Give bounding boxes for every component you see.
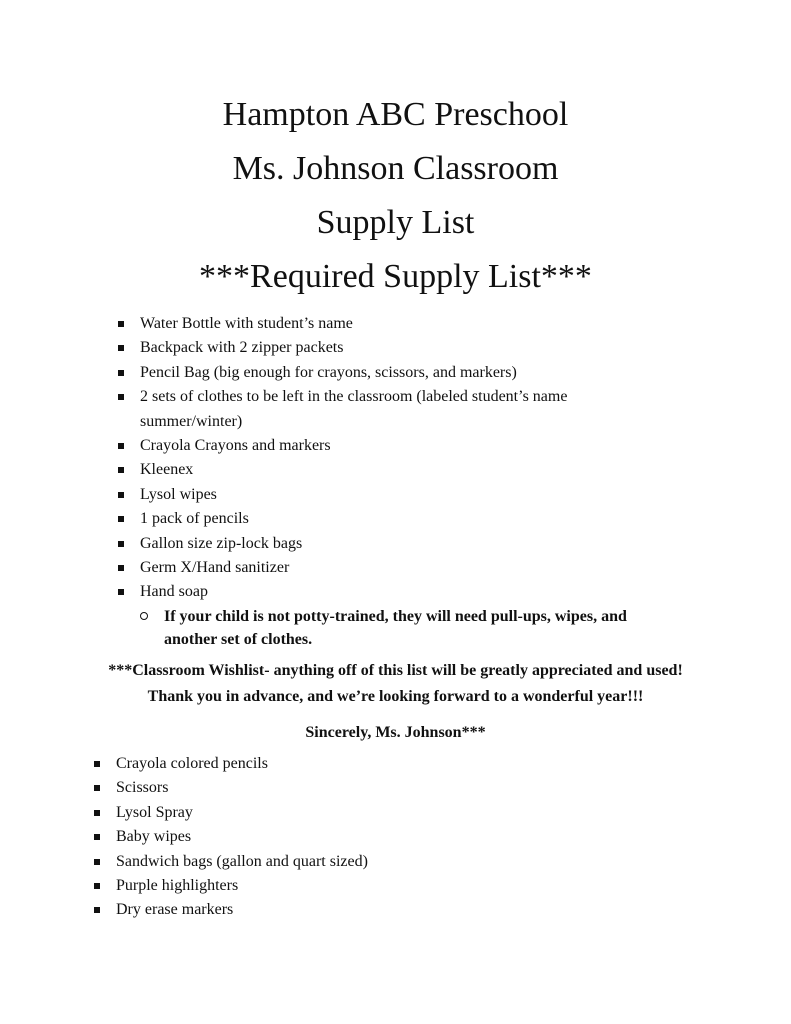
list-item-text: Backpack with 2 zipper packets — [140, 339, 344, 357]
square-bullet-icon — [94, 761, 100, 767]
list-item-text: Pencil Bag (big enough for crayons, scissors, and markers) — [140, 363, 517, 381]
title-block — [0, 88, 791, 304]
square-bullet-icon — [118, 565, 124, 571]
list-item-text: Lysol wipes — [140, 485, 217, 503]
document-title: Supply List — [316, 204, 475, 241]
list-item-text: Dry erase markers — [116, 901, 234, 919]
square-bullet-icon — [94, 785, 100, 791]
classroom-name: Ms. Johnson Classroom — [232, 150, 559, 187]
square-bullet-icon — [118, 394, 124, 400]
wishlist-items — [94, 752, 594, 923]
list-item — [118, 556, 638, 580]
wishlist-intro — [0, 658, 791, 746]
list-item — [118, 385, 638, 434]
section-title: ***Required Supply List*** — [199, 258, 592, 295]
list-item-text: 1 pack of pencils — [140, 510, 249, 528]
list-item — [94, 776, 594, 800]
square-bullet-icon — [118, 467, 124, 473]
square-bullet-icon — [118, 516, 124, 522]
list-item-text: Gallon size zip-lock bags — [140, 534, 303, 552]
list-item-text: 2 sets of clothes to be left in the classroom (labeled student’s name summer/winter) — [140, 388, 568, 430]
list-item-text: Baby wipes — [116, 828, 192, 846]
note-text: If your child is not potty-trained, they will need pull-ups, wipes, and another set of clothes. — [164, 607, 627, 648]
list-item — [94, 825, 594, 849]
list-item — [118, 336, 638, 360]
list-item-text: Lysol Spray — [116, 803, 193, 821]
list-item — [94, 874, 594, 898]
square-bullet-icon — [118, 345, 124, 351]
list-item — [94, 801, 594, 825]
list-item-text: Kleenex — [140, 461, 194, 479]
list-item — [118, 458, 638, 482]
square-bullet-icon — [118, 589, 124, 595]
list-item-text: Scissors — [116, 779, 169, 797]
list-item-text: Germ X/Hand sanitizer — [140, 559, 290, 577]
circle-bullet-icon — [140, 612, 148, 620]
wishlist-heading: ***Classroom Wishlist- anything off of this list will be greatly appreciated and used! — [108, 662, 683, 679]
list-item — [118, 507, 638, 531]
list-item — [118, 434, 638, 458]
list-item — [118, 532, 638, 556]
square-bullet-icon — [94, 907, 100, 913]
potty-training-note — [140, 605, 638, 651]
square-bullet-icon — [94, 883, 100, 889]
square-bullet-icon — [118, 370, 124, 376]
required-supply-list — [118, 312, 638, 651]
list-item-text: Water Bottle with student’s name — [140, 315, 353, 332]
list-item — [94, 898, 594, 922]
list-item — [94, 752, 594, 776]
signoff: Sincerely, Ms. Johnson*** — [305, 724, 486, 741]
list-item-text: Crayola colored pencils — [116, 755, 268, 772]
list-item-text: Sandwich bags (gallon and quart sized) — [116, 852, 368, 870]
list-item — [118, 580, 638, 604]
list-item — [118, 483, 638, 507]
list-item — [94, 850, 594, 874]
square-bullet-icon — [118, 443, 124, 449]
list-item — [118, 312, 638, 336]
list-item-text: Hand soap — [140, 583, 208, 601]
sub-list — [118, 605, 638, 651]
square-bullet-icon — [118, 541, 124, 547]
list-item-text: Purple highlighters — [116, 877, 239, 895]
square-bullet-icon — [94, 859, 100, 865]
square-bullet-icon — [94, 834, 100, 840]
school-name: Hampton ABC Preschool — [222, 96, 569, 133]
list-item — [118, 361, 638, 385]
thank-you-line: Thank you in advance, and we’re looking forward to a wonderful year!!! — [147, 688, 644, 705]
square-bullet-icon — [118, 492, 124, 498]
list-item-text: Crayola Crayons and markers — [140, 437, 331, 455]
square-bullet-icon — [94, 810, 100, 816]
square-bullet-icon — [118, 321, 124, 327]
